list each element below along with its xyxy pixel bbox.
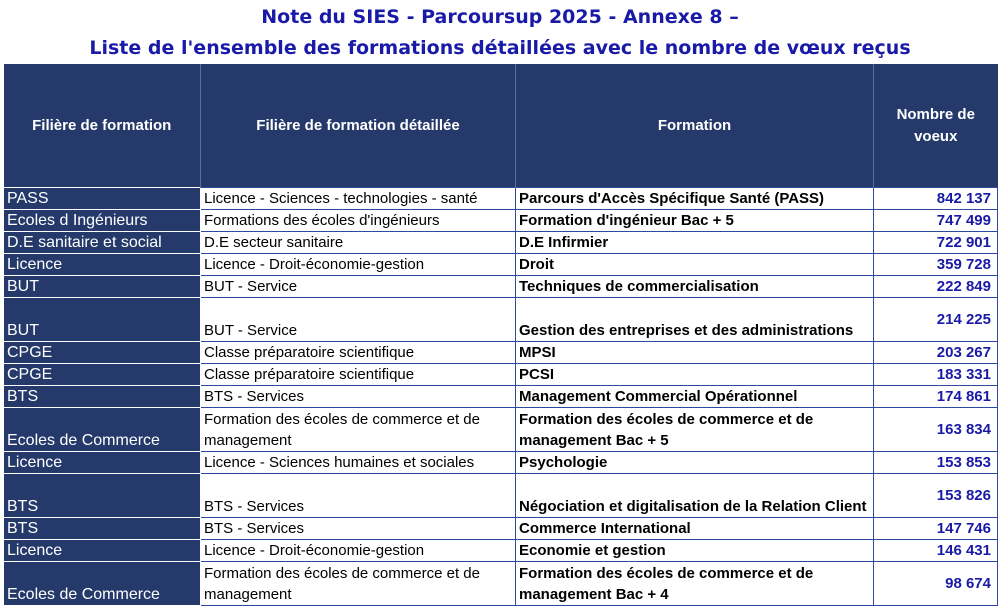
cell-filiere: Ecoles de Commerce: [4, 562, 201, 606]
cell-nombre-voeux: 747 499: [874, 210, 998, 232]
cell-filiere: Licence: [4, 254, 201, 276]
cell-formation: Economie et gestion: [516, 540, 874, 562]
table-row: [4, 276, 998, 298]
cell-filiere: Licence: [4, 540, 201, 562]
cell-filiere-detaillee: Classe préparatoire scientifique: [201, 364, 516, 386]
table-row: [4, 232, 998, 254]
table-row: [4, 474, 998, 518]
formations-table: [3, 64, 998, 606]
table-row: [4, 342, 998, 364]
header-nombre-voeux: Nombre de voeux: [874, 64, 998, 188]
cell-nombre-voeux: 153 853: [874, 452, 998, 474]
cell-filiere-detaillee: Licence - Sciences humaines et sociales: [201, 452, 516, 474]
cell-filiere: Ecoles de Commerce: [4, 408, 201, 452]
cell-formation: Commerce International: [516, 518, 874, 540]
cell-filiere: CPGE: [4, 364, 201, 386]
table-row: [4, 188, 998, 210]
cell-filiere-detaillee: BTS - Services: [201, 518, 516, 540]
cell-formation: Psychologie: [516, 452, 874, 474]
table-row: [4, 408, 998, 452]
cell-formation: Négociation et digitalisation de la Relation Client: [516, 474, 874, 518]
cell-filiere: BUT: [4, 298, 201, 342]
cell-nombre-voeux: 214 225: [874, 298, 998, 342]
cell-filiere: BTS: [4, 518, 201, 540]
table-body: [4, 188, 998, 606]
cell-nombre-voeux: 222 849: [874, 276, 998, 298]
cell-formation: MPSI: [516, 342, 874, 364]
cell-filiere-detaillee: BUT - Service: [201, 276, 516, 298]
cell-filiere-detaillee: Licence - Sciences - technologies - santé: [201, 188, 516, 210]
cell-filiere: BTS: [4, 386, 201, 408]
cell-nombre-voeux: 174 861: [874, 386, 998, 408]
cell-nombre-voeux: 98 674: [874, 562, 998, 606]
cell-formation: D.E Infirmier: [516, 232, 874, 254]
cell-filiere-detaillee: Formations des écoles d'ingénieurs: [201, 210, 516, 232]
cell-nombre-voeux: 163 834: [874, 408, 998, 452]
cell-filiere: PASS: [4, 188, 201, 210]
cell-nombre-voeux: 153 826: [874, 474, 998, 518]
cell-nombre-voeux: 203 267: [874, 342, 998, 364]
table-row: [4, 452, 998, 474]
cell-filiere-detaillee: BTS - Services: [201, 474, 516, 518]
cell-filiere: CPGE: [4, 342, 201, 364]
header-formation: Formation: [516, 64, 874, 188]
table-row: [4, 298, 998, 342]
cell-filiere: BUT: [4, 276, 201, 298]
table-header-row: [4, 64, 998, 188]
cell-formation: Droit: [516, 254, 874, 276]
cell-nombre-voeux: 146 431: [874, 540, 998, 562]
page-subtitle: Liste de l'ensemble des formations détaillées avec le nombre de vœux reçus: [89, 37, 911, 59]
header-filiere-detaillee: Filière de formation détaillée: [201, 64, 516, 188]
cell-filiere-detaillee: Formation des écoles de commerce et de management: [201, 562, 516, 606]
cell-filiere-detaillee: Licence - Droit-économie-gestion: [201, 540, 516, 562]
page-title: Note du SIES - Parcoursup 2025 - Annexe 8 –: [261, 6, 739, 28]
cell-filiere-detaillee: Formation des écoles de commerce et de management: [201, 408, 516, 452]
cell-nombre-voeux: 147 746: [874, 518, 998, 540]
cell-formation: Management Commercial Opérationnel: [516, 386, 874, 408]
cell-formation: Formation des écoles de commerce et de management Bac + 4: [516, 562, 874, 606]
cell-filiere-detaillee: BTS - Services: [201, 386, 516, 408]
table-row: [4, 254, 998, 276]
cell-nombre-voeux: 183 331: [874, 364, 998, 386]
cell-formation: Formation des écoles de commerce et de management Bac + 5: [516, 408, 874, 452]
table-row: [4, 562, 998, 606]
cell-filiere-detaillee: D.E secteur sanitaire: [201, 232, 516, 254]
cell-formation: Formation d'ingénieur Bac + 5: [516, 210, 874, 232]
cell-filiere-detaillee: BUT - Service: [201, 298, 516, 342]
cell-nombre-voeux: 359 728: [874, 254, 998, 276]
table-row: [4, 210, 998, 232]
table-row: [4, 540, 998, 562]
cell-nombre-voeux: 842 137: [874, 188, 998, 210]
cell-filiere-detaillee: Licence - Droit-économie-gestion: [201, 254, 516, 276]
cell-formation: Techniques de commercialisation: [516, 276, 874, 298]
cell-filiere: D.E sanitaire et social: [4, 232, 201, 254]
cell-filiere: Ecoles d Ingénieurs: [4, 210, 201, 232]
cell-formation: PCSI: [516, 364, 874, 386]
cell-nombre-voeux: 722 901: [874, 232, 998, 254]
cell-formation: Gestion des entreprises et des administrations: [516, 298, 874, 342]
cell-filiere: Licence: [4, 452, 201, 474]
header-filiere: Filière de formation: [4, 64, 201, 188]
cell-filiere: BTS: [4, 474, 201, 518]
table-row: [4, 364, 998, 386]
cell-filiere-detaillee: Classe préparatoire scientifique: [201, 342, 516, 364]
table-row: [4, 518, 998, 540]
cell-formation: Parcours d'Accès Spécifique Santé (PASS): [516, 188, 874, 210]
table-row: [4, 386, 998, 408]
